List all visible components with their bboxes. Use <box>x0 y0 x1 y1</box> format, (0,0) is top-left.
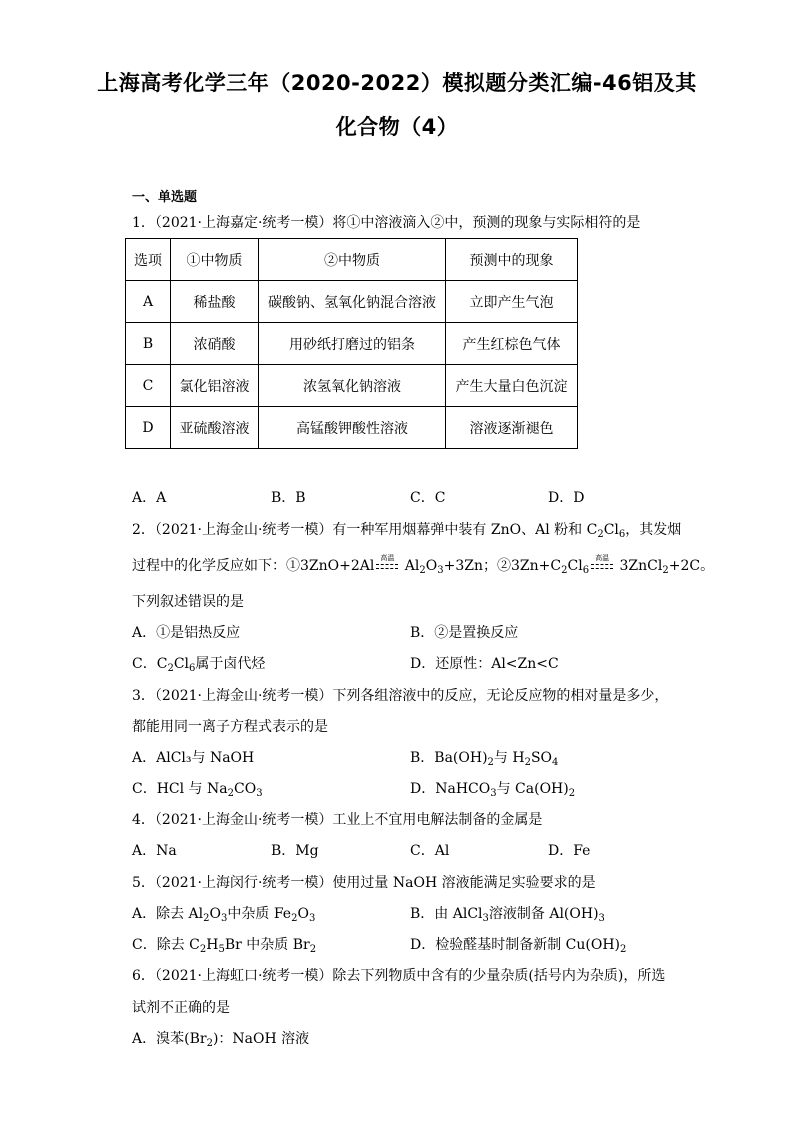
text-span: 与 H <box>493 750 525 766</box>
table-cell: 氯化铝溶液 <box>171 365 259 407</box>
text-span: O <box>425 558 438 574</box>
equals-line <box>376 568 398 569</box>
text-span: +3Zn；②3Zn+C <box>443 558 562 574</box>
q2-option-d: D．还原性：Al<Zn<C <box>410 656 559 672</box>
q5-option-d <box>410 934 626 954</box>
q2-stem-line3: 下列叙述错误的是 <box>132 594 244 610</box>
subscript: 3 <box>308 913 316 924</box>
q1-option-a: A．A <box>132 490 167 506</box>
subscript: 6 <box>582 565 590 576</box>
q2-stem-line1 <box>132 519 681 539</box>
text-span: 3ZnCl <box>615 558 663 574</box>
q3-option-a: A．AlCl₃与 NaOH <box>132 750 255 766</box>
q4-option-a: A．Na <box>132 843 177 859</box>
subscript: 3 <box>256 788 263 799</box>
table-cell: A <box>126 281 171 323</box>
table-cell: 立即产生气泡 <box>446 281 578 323</box>
subscript: 2 <box>487 757 494 768</box>
subscript: 2 <box>568 788 576 799</box>
q4-option-c: C．Al <box>410 843 450 859</box>
subscript: 3 <box>482 913 489 924</box>
table-cell: 亚硫酸溶液 <box>171 407 259 449</box>
high-temp-condition <box>589 554 615 573</box>
subscript: 2 <box>291 913 298 924</box>
q3-option-d <box>410 778 575 798</box>
q6-stem-line2: 试剂不正确的是 <box>132 1000 230 1016</box>
table-cell: 溶液逐渐褪色 <box>446 407 578 449</box>
equals-line <box>376 564 398 565</box>
text-span: C．C <box>132 656 168 672</box>
text-span: ，其发烟 <box>625 522 682 538</box>
table-cell: B <box>126 323 171 365</box>
subscript: 2 <box>524 757 531 768</box>
text-span: Br 中杂质 Br <box>224 937 310 953</box>
table-header-cell: 选项 <box>126 239 171 281</box>
text-span: C．HCl 与 Na <box>132 781 228 797</box>
table-cell: C <box>126 365 171 407</box>
text-span: B．Ba(OH) <box>410 750 488 766</box>
subscript: 3 <box>221 913 228 924</box>
text-span: 与 Ca(OH) <box>496 781 569 797</box>
q2-option-c <box>132 653 265 673</box>
text-span: 溶液制备 Al(OH) <box>488 906 599 922</box>
q3-stem-line1: 3．（2021·上海金山·统考一模）下列各组溶液中的反应，无论反应物的相对量是多少， <box>132 688 669 704</box>
text-span: D．检验醛基时制备新制 Cu(OH) <box>410 937 621 953</box>
table-cell: 高锰酸钾酸性溶液 <box>259 407 446 449</box>
equals-line <box>591 564 613 565</box>
table-cell: 稀盐酸 <box>171 281 259 323</box>
q3-option-c <box>132 778 263 798</box>
text-span: 中杂质 Fe <box>227 906 292 922</box>
table-row <box>126 281 578 323</box>
q1-option-d: D．D <box>548 490 585 506</box>
text-span: CO <box>233 781 257 797</box>
text-span: D．NaHCO <box>410 781 491 797</box>
doc-title-line2: 化合物（4） <box>335 115 459 139</box>
table-cell: 浓氢氧化钠溶液 <box>259 365 446 407</box>
text-span: H <box>206 937 219 953</box>
text-span: A．除去 Al <box>132 906 204 922</box>
text-span: B．由 AlCl <box>410 906 483 922</box>
text-span: 属于卤代烃 <box>195 656 266 672</box>
text-span: A．溴苯(Br <box>132 1031 207 1047</box>
table-cell: 碳酸钠、氢氧化钠混合溶液 <box>259 281 446 323</box>
q1-option-c: C．C <box>410 490 446 506</box>
subscript: 2 <box>561 565 568 576</box>
q5-option-b <box>410 903 605 923</box>
table-cell: 浓硝酸 <box>171 323 259 365</box>
subscript: 6 <box>618 529 626 540</box>
q4-stem: 4．（2021·上海金山·统考一模）工业上不宜用电解法制备的金属是 <box>132 812 543 828</box>
high-temp-condition <box>374 554 400 573</box>
table-header-cell: ②中物质 <box>259 239 446 281</box>
table-cell: 产生大量白色沉淀 <box>446 365 578 407</box>
q4-option-d: D．Fe <box>548 843 591 859</box>
text-span: O <box>209 906 222 922</box>
doc-title-line1: 上海高考化学三年（2020-2022）模拟题分类汇编-46铝及其 <box>97 71 697 95</box>
subscript: 5 <box>218 944 225 955</box>
text-span: Cl <box>173 656 190 672</box>
text-span: +2C。 <box>668 558 715 574</box>
subscript: 6 <box>189 663 196 674</box>
condition-label: 高温 <box>595 554 610 562</box>
subscript: 4 <box>552 757 559 768</box>
subscript: 2 <box>662 565 669 576</box>
q6-option-a <box>132 1028 309 1048</box>
subscript: 2 <box>206 1038 213 1049</box>
subscript: 2 <box>620 944 627 955</box>
table-row <box>126 323 578 365</box>
condition-label: 高温 <box>380 554 395 562</box>
q5-option-c <box>132 934 316 954</box>
subscript: 2 <box>203 913 210 924</box>
table-header-cell: ①中物质 <box>171 239 259 281</box>
q2-stem-line2 <box>132 555 714 575</box>
subscript: 2 <box>227 788 234 799</box>
text-span: 2．（2021·上海金山·统考一模）有一种军用烟幕弹中装有 ZnO、Al 粉和 C <box>132 522 598 538</box>
table-cell: D <box>126 407 171 449</box>
subscript: 3 <box>437 565 444 576</box>
q6-stem-line1: 6．（2021·上海虹口·统考一模）除去下列物质中含有的少量杂质(括号内为杂质)，所选 <box>132 968 666 984</box>
q3-stem-line2: 都能用同一离子方程式表示的是 <box>132 719 328 735</box>
subscript: 2 <box>309 944 317 955</box>
q2-option-a: A．①是铝热反应 <box>132 625 241 641</box>
text-span: Al <box>400 558 420 574</box>
q2-option-b: B．②是置换反应 <box>410 625 519 641</box>
text-span: Cl <box>603 522 619 538</box>
q3-option-b <box>410 747 558 767</box>
text-span: 过程中的化学反应如下：①3ZnO+2Al <box>132 558 375 574</box>
table-header-row <box>126 239 578 281</box>
table-row <box>126 365 578 407</box>
table-row <box>126 407 578 449</box>
table-cell: 产生红棕色气体 <box>446 323 578 365</box>
subscript: 2 <box>597 529 604 540</box>
text-span: )：NaOH 溶液 <box>212 1031 310 1047</box>
q5-option-a <box>132 903 315 923</box>
subscript: 3 <box>598 913 605 924</box>
text-span: O <box>297 906 309 922</box>
table-cell: 用砂纸打磨过的铝条 <box>259 323 446 365</box>
q5-stem: 5．（2021·上海闵行·统考一模）使用过量 NaOH 溶液能满足实验要求的是 <box>132 875 596 891</box>
text-span: C．除去 C <box>132 937 200 953</box>
subscript: 2 <box>199 944 207 955</box>
section-heading: 一、单选题 <box>132 190 198 205</box>
q1-stem: 1．（2021·上海嘉定·统考一模）将①中溶液滴入②中，预测的现象与实际相符的是 <box>132 215 641 231</box>
equals-line <box>591 568 613 569</box>
q1-option-b: B．B <box>271 490 306 506</box>
q1-table <box>125 238 578 449</box>
table-header-cell: 预测中的现象 <box>446 239 578 281</box>
subscript: 3 <box>490 788 497 799</box>
subscript: 2 <box>419 565 426 576</box>
text-span: Cl <box>567 558 583 574</box>
q4-option-b: B．Mg <box>271 843 319 859</box>
text-span: SO <box>530 750 553 766</box>
subscript: 2 <box>167 663 174 674</box>
